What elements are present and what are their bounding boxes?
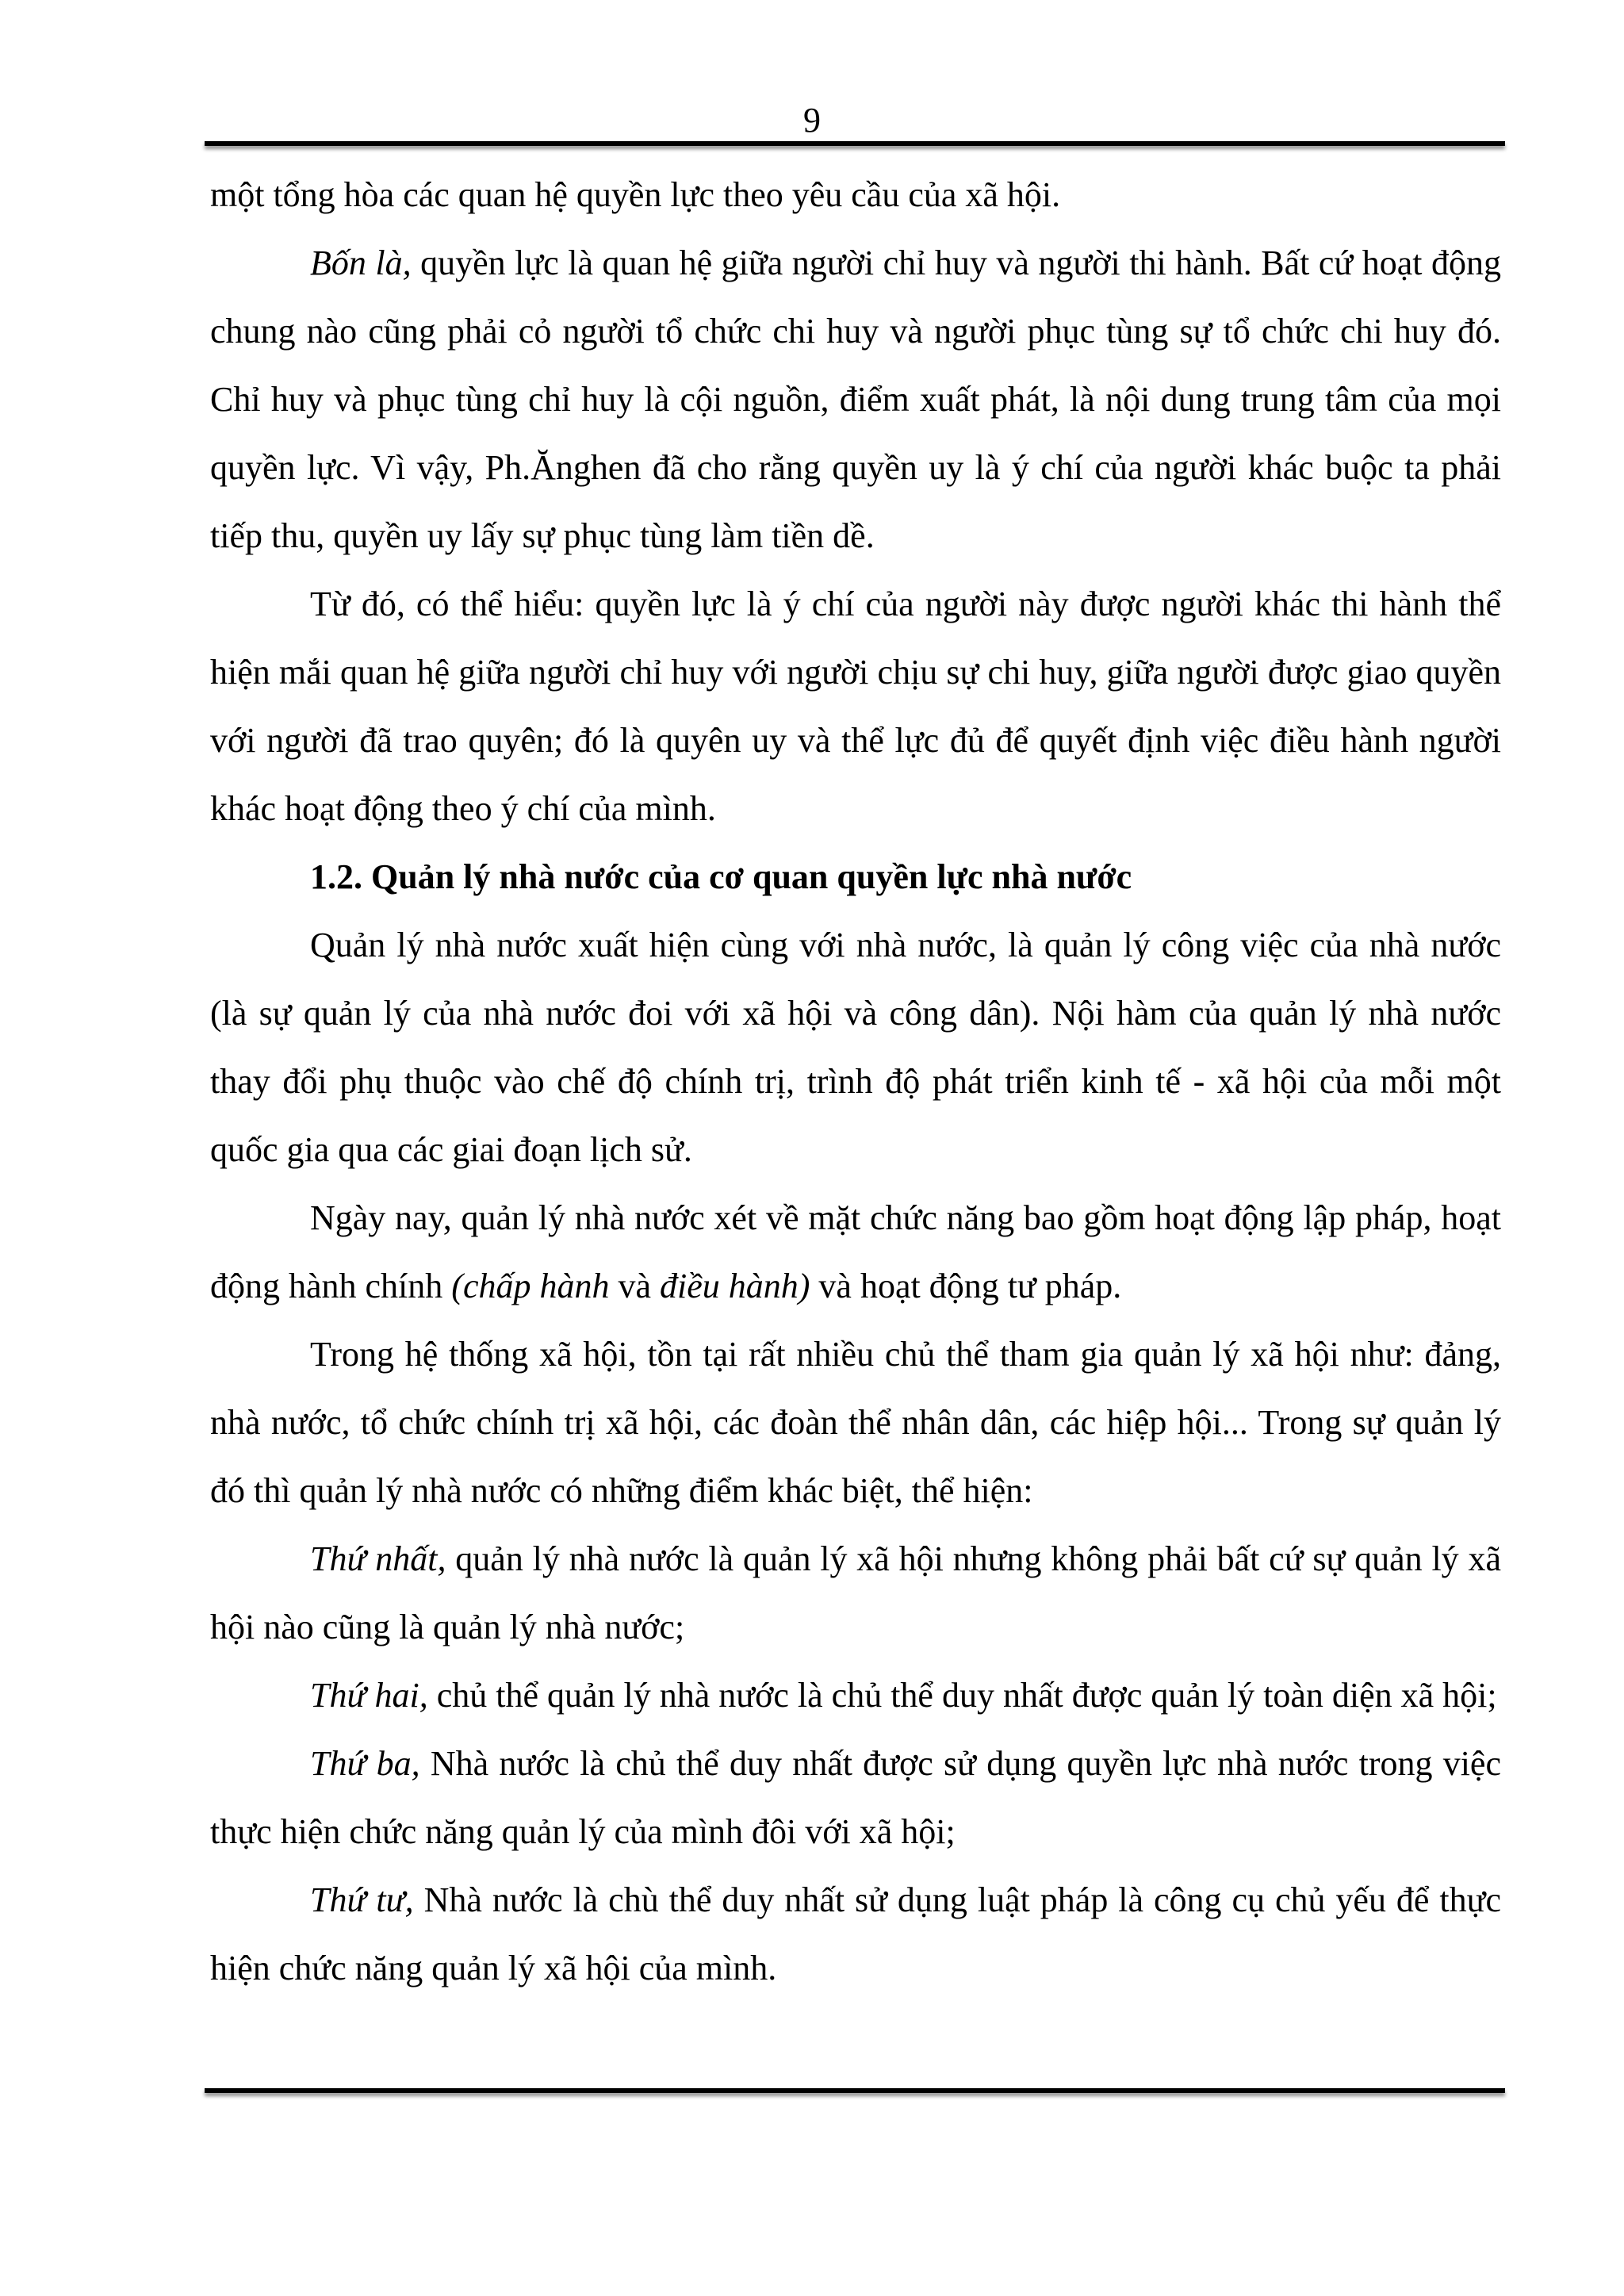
page-number: 9 xyxy=(803,101,821,140)
body-text xyxy=(210,161,1501,2003)
paragraph-text: và hoạt động tư pháp. xyxy=(810,1267,1122,1305)
section-heading xyxy=(210,843,1501,911)
paragraph-text: quản lý nhà nước là quản lý xã hội nhưng không phải bất cứ sự quản lý xã hội nào cũng là quản lý nhà nước; xyxy=(210,1539,1501,1646)
paragraph-lead: Thứ nhất, xyxy=(310,1539,446,1578)
footer-rule xyxy=(205,2088,1505,2093)
paragraph-thu-ba xyxy=(210,1730,1501,1866)
section-heading-text: 1.2. Quản lý nhà nước của cơ quan quyền lực nhà nước xyxy=(310,857,1132,896)
paragraph-bon-la xyxy=(210,229,1501,570)
paragraph-text: Ngày nay, quản lý nhà nước xét về mặt chức năng bao gồm hoạt động lập pháp, hoạt động hành chính xyxy=(210,1198,1501,1305)
paragraph-functions xyxy=(210,1184,1501,1320)
paragraph-social-system xyxy=(210,1320,1501,1525)
paragraph-lead: Thứ tư, xyxy=(310,1880,414,1919)
paragraph-text: Nhà nước là chù thể duy nhất sử dụng luật pháp là công cụ chủ yếu để thực hiện chức năng quản lý xã hội của mình. xyxy=(210,1880,1501,1987)
paragraph-lead: Bốn là, xyxy=(310,243,412,282)
paragraph-thu-hai xyxy=(210,1662,1501,1730)
paragraph-text: Quản lý nhà nước xuất hiện cùng với nhà nước, là quản lý công việc của nhà nước (là sự quản lý của nhà nước đoi với xã hội và công dân). Nội hàm của quản lý nhà nước thay đổi phụ thuộc vào chế độ chính trị, trình độ phát triển kinh tế - xã hội của mỗi một quốc gia qua các giai đoạn lịch sử. xyxy=(210,926,1501,1169)
paragraph-lead: Thứ hai, xyxy=(310,1676,428,1715)
paragraph-thu-tu xyxy=(210,1866,1501,2003)
paragraph-state-management xyxy=(210,911,1501,1184)
paragraph-text: chủ thể quản lý nhà nước là chủ thể duy nhất được quản lý toàn diện xã hội; xyxy=(427,1676,1497,1715)
paragraph-text: Trong hệ thống xã hội, tồn tại rất nhiều chủ thể tham gia quản lý xã hội như: đảng, nhà nước, tổ chức chính trị xã hội, các đoàn thể nhân dân, các hiệp hội... Trong sự quản lý đó thì quản lý nhà nước có những điểm khác biệt, thể hiện: xyxy=(210,1335,1501,1510)
paragraph-lead: Thứ ba, xyxy=(310,1744,420,1783)
paragraph-text: và xyxy=(609,1267,661,1305)
paragraph-text: một tổng hòa các quan hệ quyền lực theo yêu cầu của xã hội. xyxy=(210,175,1061,214)
paragraph-italic: (chấp hành xyxy=(451,1267,610,1305)
paragraph-continuation xyxy=(210,161,1501,229)
paragraph-text: Từ đó, có thể hiểu: quyền lực là ý chí của người này được người khác thi hành thể hiện mắi quan hệ giữa người chỉ huy với người chịu sự chi huy, giữa người được giao quyền với người đã trao quyên; đó là quyên uy và thể lực đủ để quyết định việc điều hành người khác hoạt động theo ý chí của mình. xyxy=(210,585,1501,828)
paragraph-definition xyxy=(210,570,1501,843)
paragraph-text: Nhà nước là chủ thể duy nhất được sử dụng quyền lực nhà nước trong việc thực hiện chức năng quản lý của mình đôi với xã hội; xyxy=(210,1744,1501,1851)
paragraph-italic: điều hành) xyxy=(660,1267,810,1305)
header-rule xyxy=(205,141,1505,146)
paragraph-thu-nhat xyxy=(210,1525,1501,1662)
paragraph-text: quyền lực là quan hệ giữa người chỉ huy và người thi hành. Bất cứ hoạt động chung nào cũng phải cỏ người tổ chức chi huy và người phục tùng sự tổ chức chi huy đó. Chỉ huy và phục tùng chỉ huy là cội nguồn, điểm xuất phát, là nội dung trung tâm của mọi quyền lực. Vì vậy, Ph.Ănghen đã cho rằng quyền uy là ý chí của người khác buộc ta phải tiếp thu, quyền uy lấy sự phục tùng làm tiền dề. xyxy=(210,243,1502,555)
